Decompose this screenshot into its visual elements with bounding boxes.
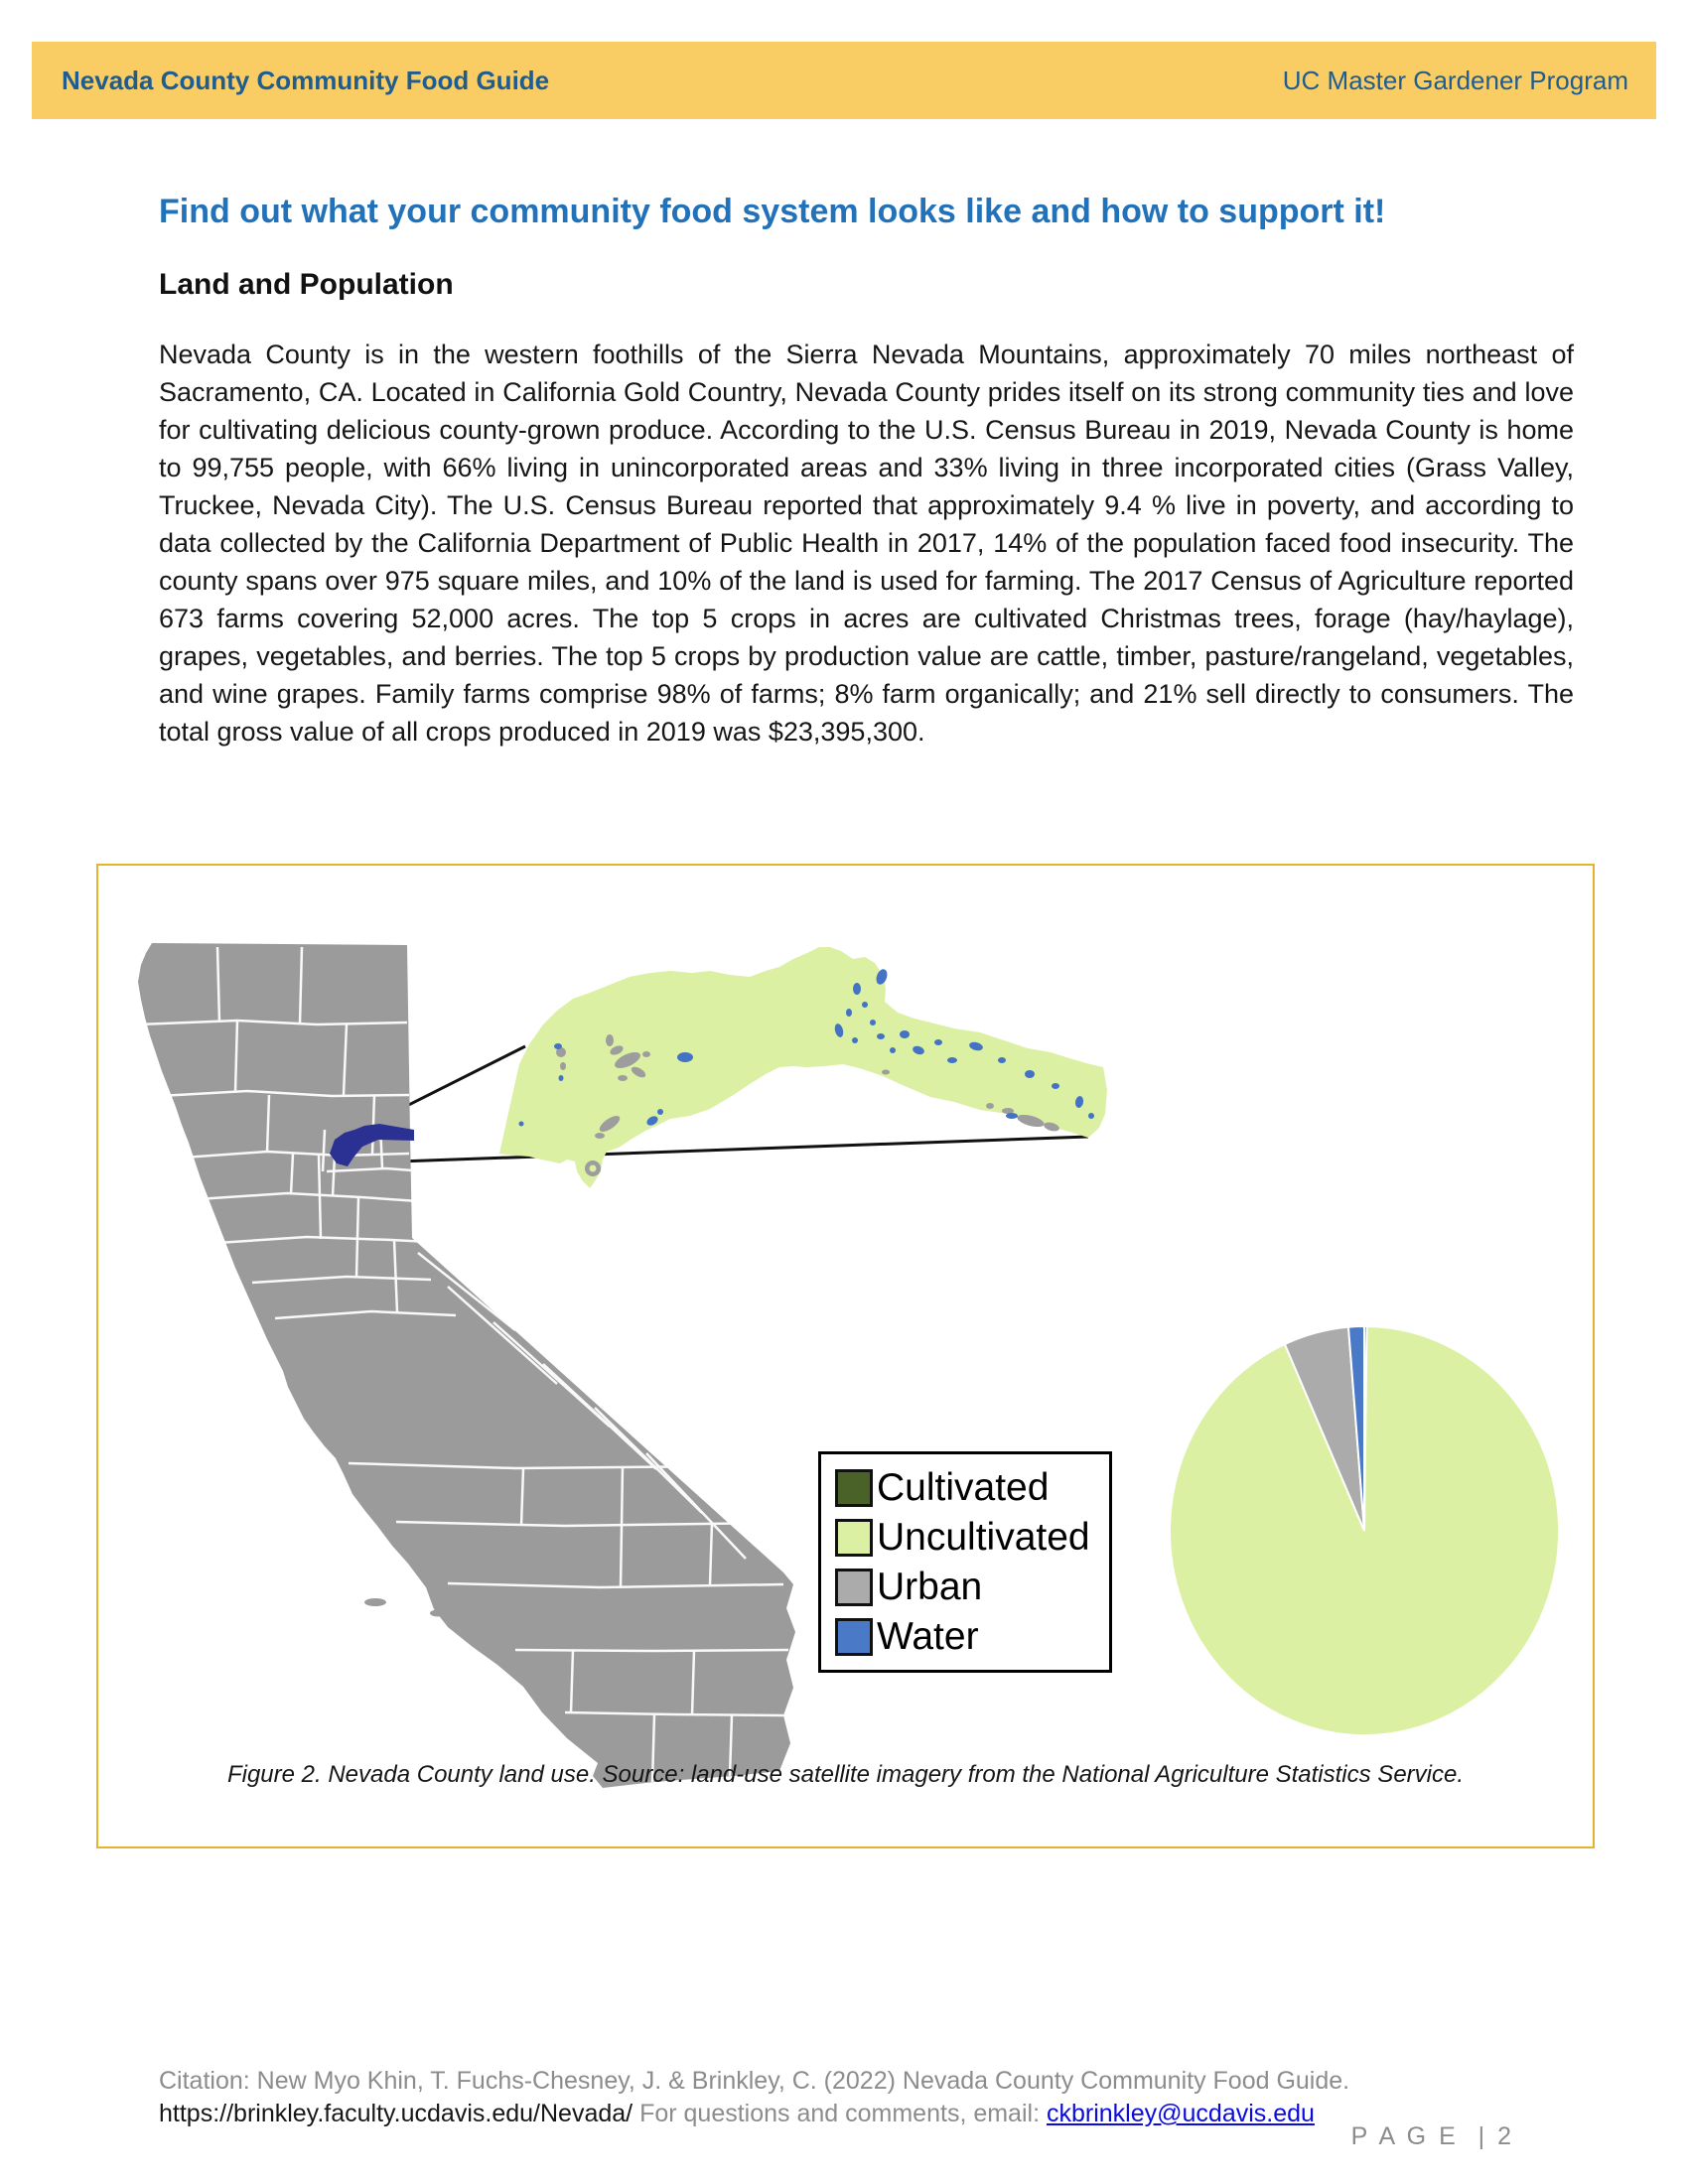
header-program-title: UC Master Gardener Program — [1282, 65, 1628, 95]
land-use-pie-chart — [1170, 1326, 1559, 1735]
footer-citation: Citation: New Myo Khin, T. Fuchs-Chesney, J. & Brinkley, C. (2022) Nevada County Community Food Guide. — [159, 2067, 1350, 2095]
urban-ring-center — [590, 1165, 597, 1172]
legend-swatch-water — [835, 1618, 873, 1656]
page-title: Find out what your community food system looks like and how to support it! — [159, 193, 1386, 230]
nevada-county-landuse-image — [499, 947, 1107, 1188]
legend-item-cultivated — [835, 1468, 1099, 1507]
footer — [159, 2065, 1579, 2130]
legend-swatch-uncultivated — [835, 1519, 873, 1557]
legend-swatch-urban — [835, 1569, 873, 1606]
footer-url: https://brinkley.faculty.ucdavis.edu/Nevada/ — [159, 2100, 633, 2127]
body-paragraph: Nevada County is in the western foothills of the Sierra Nevada Mountains, approximately 70 miles northeast of Sacramento, CA. Located in California Gold Country, Nevada County prides itself on its strong community ties and love for cultivating delicious county-grown produce. According to the U.S. Census Bureau in 2019, Nevada County is home to 99,755 people, with 66% living in unincorporated areas and 33% living in three incorporated cities (Grass Valley, Truckee, Nevada City). The U.S. Census Bureau reported that approximately 9.4 % live in poverty, and according to data collected by the California Department of Public Health in 2017, 14% of the population faced food insecurity. The county spans over 975 square miles, and 10% of the land is used for farming. The 2017 Census of Agriculture reported 673 farms covering 52,000 acres. The top 5 crops in acres are cultivated Christmas trees, forage (hay/haylage), grapes, vegetables, and berries. The top 5 crops by production value are cattle, timber, pasture/rangeland, vegetables, and wine grapes. Family farms comprise 98% of farms; 8% farm organically; and 21% sell directly to consumers. The total gross value of all crops produced in 2019 was $23,395,300. — [159, 340, 1574, 747]
legend-swatch-cultivated — [835, 1469, 873, 1507]
figure-caption: Figure 2. Nevada County land use. Source: land-use satellite imagery from the National Agriculture Statistics Service. — [226, 1761, 1465, 1788]
footer-email-link[interactable]: ckbrinkley@ucdavis.edu — [1046, 2100, 1315, 2127]
page-number: P A G E | 2 — [1350, 2122, 1514, 2150]
footer-contact-text: For questions and comments, email: — [639, 2100, 1041, 2127]
legend-label-urban: Urban — [877, 1566, 983, 1608]
legend-label-uncultivated: Uncultivated — [877, 1516, 1090, 1559]
figure-2-land-use — [96, 864, 1595, 1848]
legend-label-cultivated: Cultivated — [877, 1466, 1050, 1509]
callout-line-bottom — [345, 1137, 1088, 1163]
legend-item-urban — [835, 1568, 1099, 1606]
header-document-title: Nevada County Community Food Guide — [62, 65, 550, 95]
header-bar — [32, 42, 1656, 119]
uncultivated-area — [499, 947, 1107, 1188]
land-use-legend — [818, 1451, 1112, 1673]
legend-item-uncultivated — [835, 1518, 1099, 1557]
legend-label-water: Water — [877, 1615, 979, 1658]
section-heading: Land and Population — [159, 268, 454, 301]
california-land-use-map — [98, 866, 1593, 1846]
legend-item-water — [835, 1617, 1099, 1656]
